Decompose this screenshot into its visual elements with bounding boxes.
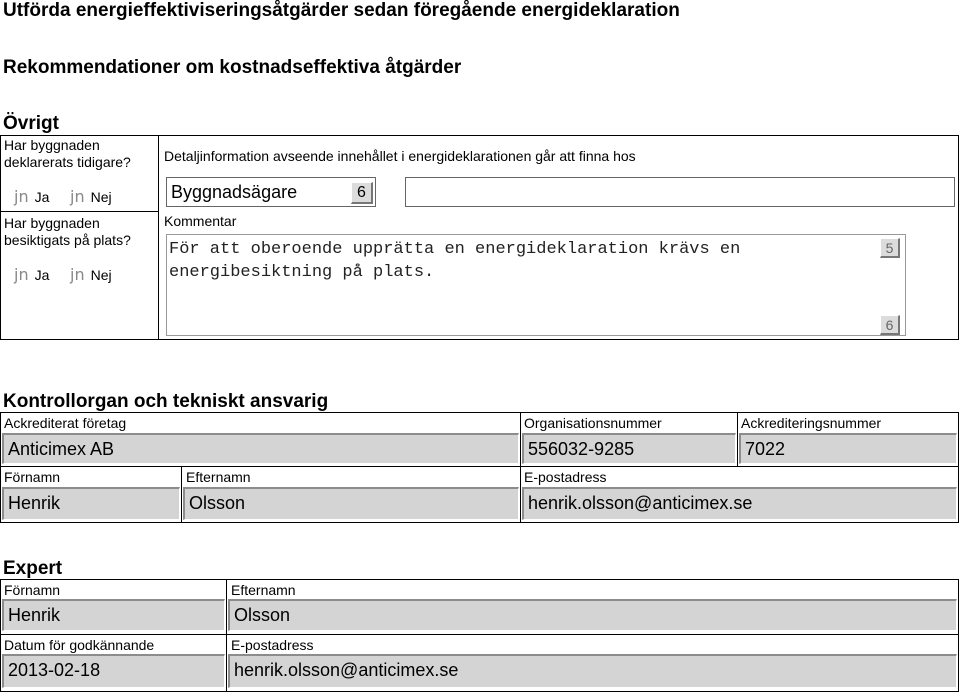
accreditation-number-label: Ackrediteringsnummer <box>741 415 882 431</box>
org-number-label: Organisationsnummer <box>524 415 662 431</box>
company-label: Ackrediterat företag <box>4 415 127 431</box>
comment-text: För att oberoende upprätta en energideklaration krävs en energibesiktning på plats. <box>169 240 741 282</box>
inspected-onsite-yes-radio[interactable] <box>14 265 49 284</box>
detail-info-label: Detaljinformation avseende innehållet i energideklarationen går att finna hos <box>164 148 636 164</box>
inspection-body-heading: Kontrollorgan och tekniskt ansvarig <box>3 391 329 412</box>
approval-date-label: Datum för godkännande <box>4 637 155 653</box>
expert-first-name-field[interactable]: Henrik <box>2 599 225 631</box>
approval-date-field[interactable]: 2013-02-18 <box>2 654 225 688</box>
inspection-col-divider-3 <box>181 466 182 523</box>
inspector-last-name-label: Efternamn <box>186 469 251 485</box>
scroll-up-icon[interactable]: 5 <box>880 238 900 258</box>
radio-icon: jn <box>14 265 29 284</box>
expert-first-name-label: Förnamn <box>4 582 61 598</box>
comment-textarea[interactable] <box>166 234 906 336</box>
inspection-col-divider-1 <box>520 412 521 523</box>
declared-before-yes-radio[interactable] <box>14 187 49 206</box>
info-holder-other-field[interactable] <box>405 177 955 207</box>
expert-last-name-label: Efternamn <box>231 582 296 598</box>
other-heading: Övrigt <box>3 113 59 134</box>
inspector-first-name-field[interactable]: Henrik <box>2 487 180 520</box>
chevron-down-icon[interactable]: 6 <box>351 182 373 204</box>
expert-last-name-field[interactable]: Olsson <box>228 599 957 631</box>
inspection-row-divider <box>0 466 959 467</box>
info-holder-select[interactable] <box>166 177 376 207</box>
expert-email-field[interactable]: henrik.olsson@anticimex.se <box>228 654 957 688</box>
expert-col-divider <box>226 579 227 692</box>
scroll-down-icon[interactable]: 6 <box>880 315 900 335</box>
other-question-divider <box>0 211 158 212</box>
radio-label-yes: Ja <box>34 189 50 205</box>
declared-before-question: Har byggnaden deklarerats tidigare? <box>4 137 131 170</box>
inspector-last-name-field[interactable]: Olsson <box>183 487 519 520</box>
expert-heading: Expert <box>3 558 63 579</box>
accreditation-number-field[interactable]: 7022 <box>739 433 957 464</box>
inspected-onsite-no-radio[interactable] <box>70 265 112 284</box>
radio-label-no: Nej <box>90 267 112 283</box>
inspector-first-name-label: Förnamn <box>4 469 61 485</box>
other-section-divider <box>158 135 159 340</box>
comment-label: Kommentar <box>164 213 237 229</box>
radio-icon: jn <box>70 187 85 206</box>
inspector-email-label: E-postadress <box>524 469 607 485</box>
completed-measures-heading: Utförda energieffektiviseringsåtgärder sedan föregående energideklaration <box>3 0 680 21</box>
expert-row-divider <box>0 634 959 635</box>
company-field[interactable]: Anticimex AB <box>2 433 519 464</box>
inspected-onsite-question: Har byggnaden besiktigats på plats? <box>4 215 131 248</box>
radio-icon: jn <box>70 265 85 284</box>
info-holder-value: Byggnadsägare <box>171 182 298 202</box>
inspector-email-field[interactable]: henrik.olsson@anticimex.se <box>522 487 957 520</box>
org-number-field[interactable]: 556032-9285 <box>522 433 736 464</box>
radio-icon: jn <box>14 187 29 206</box>
expert-email-label: E-postadress <box>231 637 314 653</box>
declared-before-no-radio[interactable] <box>70 187 112 206</box>
recommendations-heading: Rekommendationer om kostnadseffektiva åtgärder <box>3 57 462 78</box>
inspection-col-divider-2 <box>737 412 738 466</box>
radio-label-no: Nej <box>90 189 112 205</box>
radio-label-yes: Ja <box>34 267 50 283</box>
